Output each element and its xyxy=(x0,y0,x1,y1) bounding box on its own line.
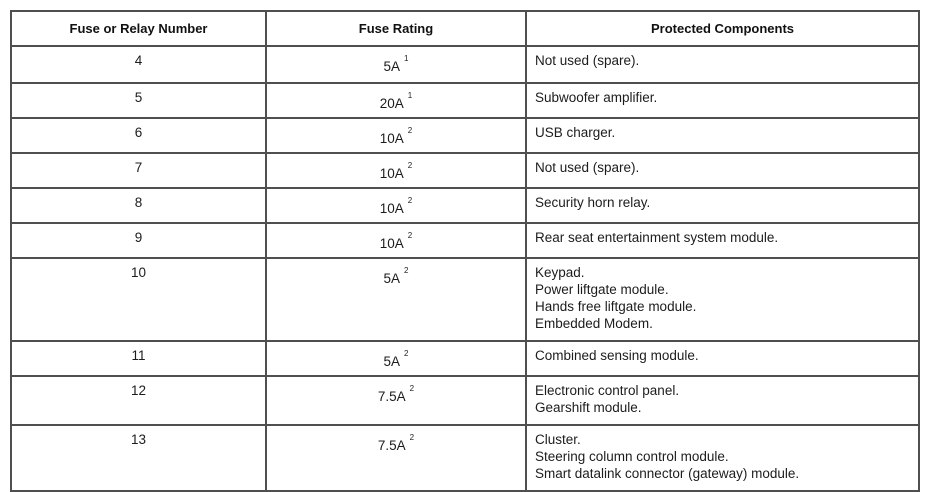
fuse-rating-value: 10A xyxy=(379,201,404,216)
fuse-rating-value: 5A xyxy=(383,59,401,74)
fuse-rating-footnote: 2 xyxy=(404,265,409,275)
component-line: Gearshift module. xyxy=(535,400,642,415)
protected-components-cell xyxy=(526,153,919,188)
component-line: Embedded Modem. xyxy=(535,316,653,331)
fuse-rating-footnote: 2 xyxy=(407,125,413,135)
fuse-rating-value: 5A xyxy=(383,354,401,369)
protected-components-cell xyxy=(526,425,919,491)
fuse-rating-footnote: 2 xyxy=(409,432,415,442)
header-protected-components: Protected Components xyxy=(526,11,919,46)
protected-components-cell xyxy=(526,46,919,83)
component-line: Not used (spare). xyxy=(535,160,640,175)
fuse-rating-value: 20A xyxy=(379,96,404,111)
component-line: Cluster. xyxy=(535,432,581,447)
protected-components-cell xyxy=(526,223,919,258)
fuse-rating-footnote: 2 xyxy=(407,230,413,240)
fuse-table xyxy=(10,10,920,492)
fuse-rating-value: 10A xyxy=(379,131,404,146)
header-row xyxy=(11,11,919,46)
table-row xyxy=(11,341,919,376)
fuse-number-cell: 6 xyxy=(11,118,266,153)
fuse-rating-value: 10A xyxy=(379,166,404,181)
table-row xyxy=(11,118,919,153)
component-line: Security horn relay. xyxy=(535,195,651,210)
fuse-rating-cell xyxy=(266,46,526,83)
fuse-rating-value: 10A xyxy=(379,236,404,251)
protected-components-cell xyxy=(526,258,919,341)
fuse-rating-value: 5A xyxy=(383,271,401,286)
fuse-number-cell: 5 xyxy=(11,83,266,118)
component-line: Electronic control panel. xyxy=(535,383,680,398)
fuse-rating-footnote: 2 xyxy=(407,160,413,170)
table-row xyxy=(11,223,919,258)
protected-components-cell xyxy=(526,118,919,153)
header-fuse-number: Fuse or Relay Number xyxy=(11,11,266,46)
fuse-number-cell: 10 xyxy=(11,258,266,341)
fuse-table-body xyxy=(11,46,919,491)
component-line: Power liftgate module. xyxy=(535,282,669,297)
component-line: Not used (spare). xyxy=(535,53,640,68)
table-row xyxy=(11,376,919,425)
fuse-rating-footnote: 2 xyxy=(409,383,415,393)
fuse-rating-cell xyxy=(266,118,526,153)
fuse-rating-cell xyxy=(266,341,526,376)
protected-components-cell xyxy=(526,341,919,376)
fuse-number-cell: 7 xyxy=(11,153,266,188)
protected-components-cell xyxy=(526,83,919,118)
header-fuse-rating: Fuse Rating xyxy=(266,11,526,46)
table-row xyxy=(11,188,919,223)
component-line: Subwoofer amplifier. xyxy=(535,90,658,105)
table-row xyxy=(11,153,919,188)
component-line: USB charger. xyxy=(535,125,616,140)
component-line: Hands free liftgate module. xyxy=(535,299,697,314)
table-row xyxy=(11,46,919,83)
fuse-rating-cell xyxy=(266,83,526,118)
fuse-rating-footnote: 1 xyxy=(407,90,413,100)
component-line: Keypad. xyxy=(535,265,585,280)
fuse-rating-cell xyxy=(266,153,526,188)
table-row xyxy=(11,425,919,491)
fuse-rating-value: 7.5A xyxy=(377,438,406,453)
fuse-rating-cell xyxy=(266,425,526,491)
fuse-rating-value: 7.5A xyxy=(377,389,406,404)
fuse-number-cell: 8 xyxy=(11,188,266,223)
fuse-number-cell: 11 xyxy=(11,341,266,376)
fuse-number-cell: 4 xyxy=(11,46,266,83)
fuse-rating-cell xyxy=(266,223,526,258)
component-line: Rear seat entertainment system module. xyxy=(535,230,779,245)
fuse-rating-footnote: 2 xyxy=(407,195,413,205)
fuse-rating-cell xyxy=(266,376,526,425)
fuse-rating-cell xyxy=(266,188,526,223)
fuse-number-cell: 12 xyxy=(11,376,266,425)
table-row xyxy=(11,83,919,118)
protected-components-cell xyxy=(526,188,919,223)
component-line: Combined sensing module. xyxy=(535,348,699,363)
component-line: Steering column control module. xyxy=(535,449,729,464)
fuse-number-cell: 13 xyxy=(11,425,266,491)
fuse-number-cell: 9 xyxy=(11,223,266,258)
protected-components-cell xyxy=(526,376,919,425)
component-line: Smart datalink connector (gateway) module. xyxy=(535,466,800,481)
fuse-rating-cell xyxy=(266,258,526,341)
fuse-rating-footnote: 2 xyxy=(404,348,409,358)
fuse-rating-footnote: 1 xyxy=(404,53,409,63)
fuse-table-header xyxy=(11,11,919,46)
table-row xyxy=(11,258,919,341)
